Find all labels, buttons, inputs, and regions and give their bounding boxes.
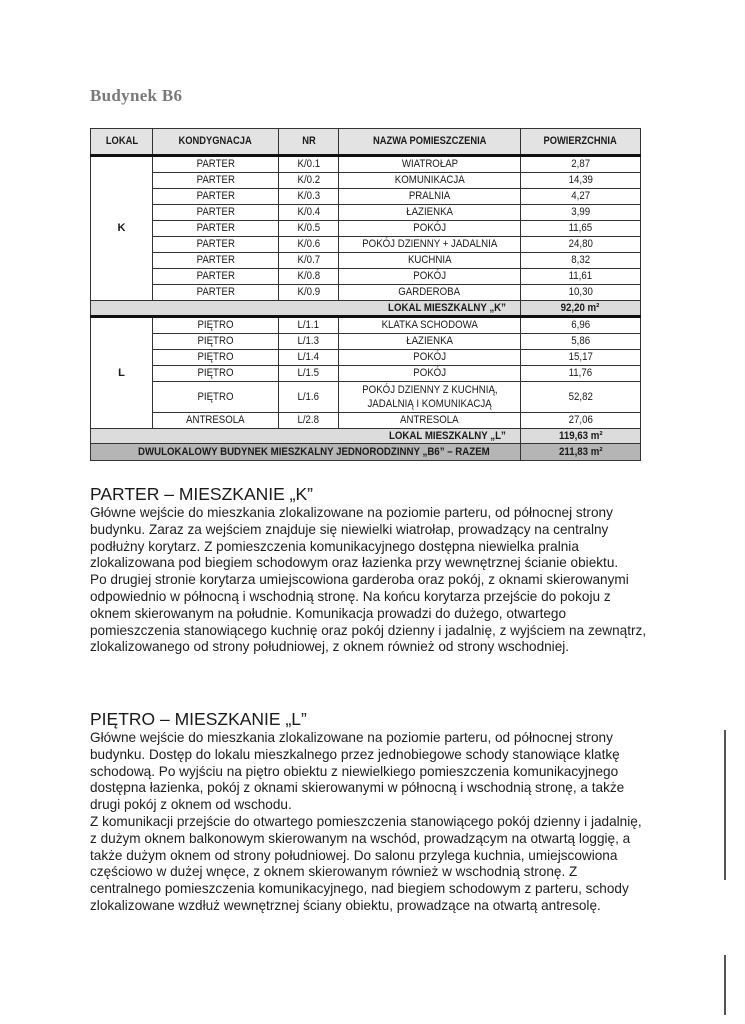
- kondygnacja-cell: PARTER: [196, 222, 235, 234]
- nr-cell: L/1.4: [297, 351, 320, 363]
- powierzchnia-cell: 5,86: [571, 335, 590, 347]
- table-row: [91, 350, 641, 366]
- nazwa-cell: WIATROŁAP: [401, 158, 458, 170]
- nr-cell: L/1.3: [297, 335, 320, 347]
- table-row: [91, 317, 641, 334]
- table-row: [91, 269, 641, 285]
- nazwa-cell: POKÓJ DZIENNY + JADALNIA: [361, 238, 498, 250]
- nr-cell: K/0.1: [297, 158, 320, 170]
- subtotal-row-l: [91, 429, 641, 444]
- kondygnacja-cell: PIĘTRO: [197, 391, 234, 403]
- subtotal-row-k: [91, 301, 641, 317]
- powierzchnia-cell: 15,17: [568, 351, 593, 363]
- kondygnacja-cell: PARTER: [196, 254, 235, 266]
- kondygnacja-cell: PARTER: [196, 158, 235, 170]
- nazwa-line-1: POKÓJ DZIENNY Z KUCHNIĄ,: [361, 384, 498, 396]
- kondygnacja-cell: PIĘTRO: [197, 335, 234, 347]
- nr-cell: K/0.8: [297, 270, 320, 282]
- nazwa-line-2: JADALNIĄ I KOMUNIKACJĄ: [367, 398, 492, 410]
- table-row: [91, 189, 641, 205]
- nazwa-cell: KLATKA SCHODOWA: [381, 319, 478, 331]
- nazwa-cell: [339, 382, 521, 413]
- nazwa-cell: KOMUNIKACJA: [394, 174, 465, 186]
- powierzchnia-cell: 11,76: [568, 367, 593, 379]
- nazwa-cell: ŁAZIENKA: [406, 206, 453, 218]
- document-title: Budynek B6: [90, 86, 183, 105]
- powierzchnia-cell: 2,87: [571, 158, 590, 170]
- powierzchnia-cell: 11,61: [568, 270, 593, 282]
- kondygnacja-cell: PARTER: [196, 174, 235, 186]
- kondygnacja-cell: ANTRESOLA: [186, 414, 245, 426]
- section-parter: [90, 484, 650, 656]
- powierzchnia-cell: 27,06: [568, 414, 593, 426]
- powierzchnia-cell: 3,99: [571, 206, 590, 218]
- nazwa-cell: PRALNIA: [408, 190, 451, 202]
- kondygnacja-cell: PARTER: [196, 286, 235, 298]
- nr-cell: L/2.8: [297, 414, 320, 426]
- nazwa-cell: POKÓJ: [413, 222, 446, 234]
- nr-cell: K/0.3: [297, 190, 320, 202]
- table-row: [91, 253, 641, 269]
- table-row: [91, 366, 641, 382]
- grand-total-label: DWULOKALOWY BUDYNEK MIESZKALNY JEDNORODZINNY „B6” – RAZEM: [138, 446, 491, 458]
- table-row: [91, 205, 641, 221]
- table-row: [91, 334, 641, 350]
- section-heading: PARTER – MIESZKANIE „K”: [90, 484, 314, 504]
- table-header-row: [91, 129, 641, 156]
- powierzchnia-cell: 8,32: [571, 254, 590, 266]
- subtotal-value: 92,20 m²: [561, 302, 600, 314]
- nazwa-cell: ŁAZIENKA: [406, 335, 453, 347]
- scan-artifact-line: [724, 955, 726, 1015]
- nr-cell: K/0.4: [297, 206, 320, 218]
- nr-cell: K/0.9: [297, 286, 320, 298]
- kondygnacja-cell: PIĘTRO: [197, 319, 234, 331]
- nr-cell: L/1.1: [297, 319, 320, 331]
- nr-cell: K/0.6: [297, 238, 320, 250]
- lokal-cell-k: K: [91, 156, 153, 301]
- table-row: [91, 382, 641, 413]
- header-kondygnacja: KONDYGNACJA: [153, 129, 279, 156]
- nr-cell: K/0.2: [297, 174, 320, 186]
- table-row: [91, 173, 641, 189]
- nazwa-cell: GARDEROBA: [398, 286, 461, 298]
- lokal-cell-l: L: [91, 317, 153, 429]
- subtotal-label: LOKAL MIESZKALNY „K”: [387, 302, 506, 314]
- powierzchnia-cell: 24,80: [568, 238, 593, 250]
- nr-cell: K/0.7: [297, 254, 320, 266]
- subtotal-label: LOKAL MIESZKALNY „L”: [389, 430, 507, 442]
- kondygnacja-cell: PARTER: [196, 206, 235, 218]
- nazwa-cell: POKÓJ: [413, 367, 446, 379]
- kondygnacja-cell: PIĘTRO: [197, 367, 234, 379]
- nazwa-cell: POKÓJ: [413, 351, 446, 363]
- nazwa-cell: KUCHNIA: [407, 254, 452, 266]
- header-lokal: LOKAL: [91, 129, 153, 156]
- nr-cell: L/1.5: [297, 367, 320, 379]
- kondygnacja-cell: PARTER: [196, 190, 235, 202]
- scan-artifact-line: [724, 730, 726, 880]
- header-nr: NR: [279, 129, 339, 156]
- kondygnacja-cell: PARTER: [196, 238, 235, 250]
- table-row: [91, 413, 641, 429]
- powierzchnia-cell: 10,30: [568, 286, 593, 298]
- powierzchnia-cell: 14,39: [568, 174, 593, 186]
- nr-cell: L/1.6: [297, 391, 320, 403]
- grand-total-row: [91, 444, 641, 461]
- section-paragraph: Z komunikacji przejście do otwartego pomieszczenia stanowiącego pokój dzienny i jadalnię, z dużym oknem balkonowym skierowanym na wschód, prowadzącym na otwartą loggię, a także dużym oknem od strony południowej. Do salonu przylega kuchnia, umiejscowiona częściowo w dużej wnęce, z oknem skierowanym również w wschodnią stronę. Z centralnego pomieszczenia komunikacyjnego, nad biegiem schodowym z parteru, schody zlokalizowane wzdłuż wewnętrznej ściany obiektu, prowadzące na otwartą antresolę.: [90, 813, 642, 913]
- room-area-table: [90, 128, 641, 461]
- header-nazwa: NAZWA POMIESZCZENIA: [339, 129, 521, 156]
- section-pietro: [90, 709, 650, 915]
- kondygnacja-cell: PARTER: [196, 270, 235, 282]
- table-row: [91, 156, 641, 173]
- section-heading: PIĘTRO – MIESZKANIE „L”: [90, 709, 307, 729]
- powierzchnia-cell: 52,82: [568, 391, 593, 403]
- subtotal-value: 119,63 m²: [558, 430, 603, 442]
- section-paragraph: Po drugiej stronie korytarza umiejscowiona garderoba oraz pokój, z oknami skierowanymi odpowiednio w północną i wschodnią stronę. Na końcu korytarza przejście do pokoju z oknem skierowanym na południe. Komunikacja prowadzi do dużego, otwartego pomieszczenia stanowiącego kuchnię oraz pokój dzienny i jadalnię, z wyjściem na zewnątrz, zlokalizowanego od strony południowej, z oknem również od strony wschodniej.: [90, 572, 647, 655]
- powierzchnia-cell: 6,96: [571, 319, 590, 331]
- nazwa-cell: ANTRESOLA: [400, 414, 459, 426]
- kondygnacja-cell: PIĘTRO: [197, 351, 234, 363]
- grand-total-value: 211,83 m²: [558, 446, 603, 458]
- section-paragraph: Główne wejście do mieszkania zlokalizowane na poziomie parteru, od północnej strony budynku. Zaraz za wejściem znajduje się niewielki wiatrołap, prowadzący na centralny podłużny korytarz. Z pomieszczenia komunikacyjnego dostępna niewielka pralnia zlokalizowana pod biegiem schodowym oraz łazienka przy wewnętrznej ścianie obiektu.: [90, 505, 619, 571]
- nr-cell: K/0.5: [297, 222, 320, 234]
- powierzchnia-cell: 11,65: [568, 222, 593, 234]
- powierzchnia-cell: 4,27: [571, 190, 590, 202]
- table-row: [91, 221, 641, 237]
- table-row: [91, 237, 641, 253]
- table-row: [91, 285, 641, 301]
- nazwa-cell: POKÓJ: [413, 270, 446, 282]
- section-paragraph: Główne wejście do mieszkania zlokalizowane na poziomie parteru, od północnej strony budynku. Dostęp do lokalu mieszkalnego przez jednobiegowe schody stanowiące klatkę schodową. Po wyjściu na piętro obiektu z niewielkiego pomieszczenia komunikacyjnego dostępna łazienka, pokój z oknami skierowanymi w północną i wschodnią stronę, a także drugi pokój z oknem od wschodu.: [90, 730, 625, 813]
- header-powierzchnia: POWIERZCHNIA: [521, 129, 641, 156]
